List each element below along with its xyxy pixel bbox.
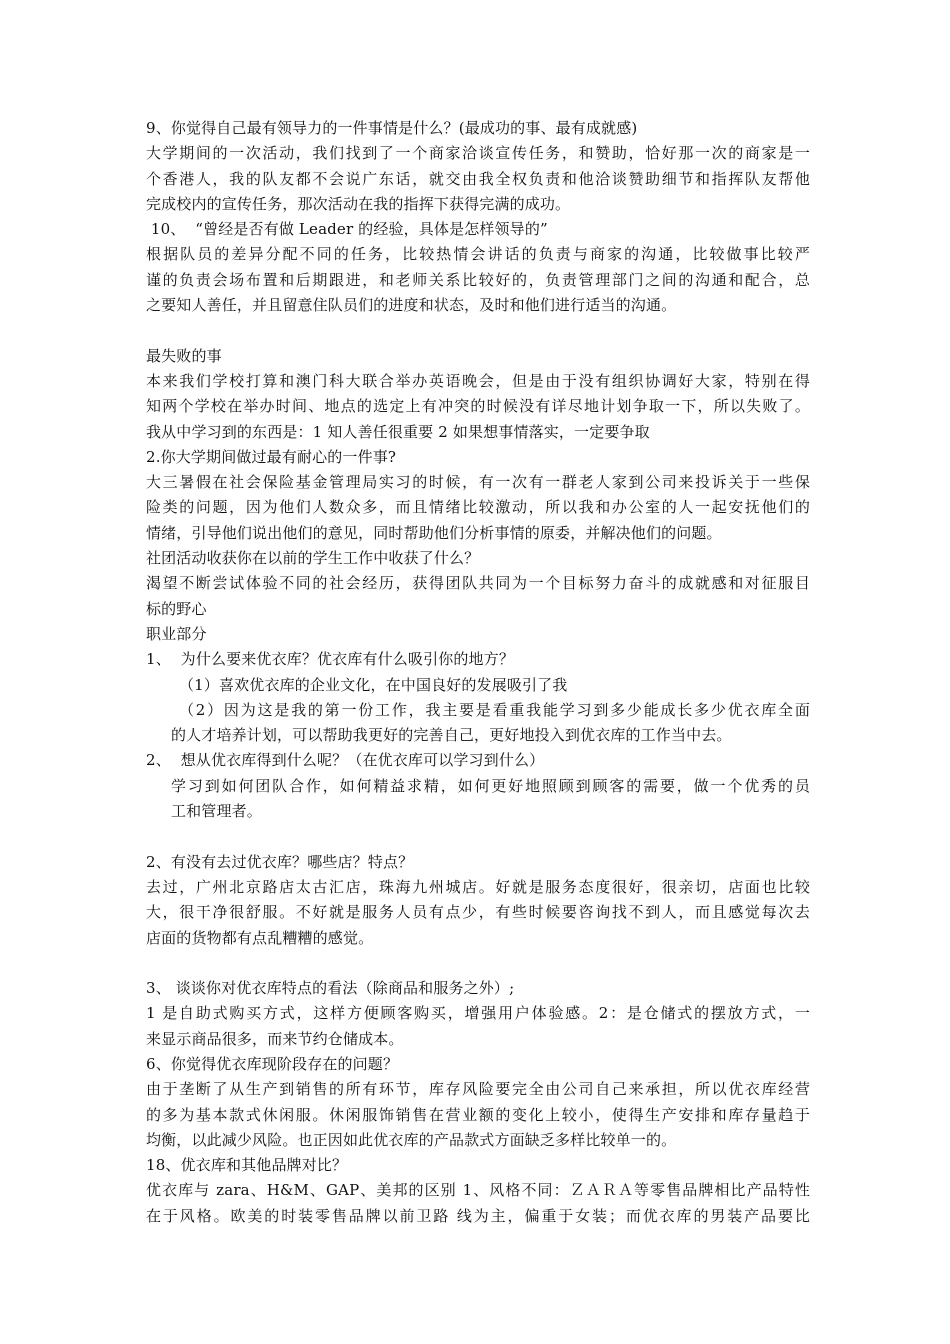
document-page (146, 116, 810, 1229)
text-line: 由于垄断了从生产到销售的所有环节，库存风险要完全由公司自己来承担，所以优衣库经营 (146, 1080, 810, 1099)
text-line: 的多为基本款式休闲服。休闲服饰销售在营业额的变化上较小，使得生产安排和库存量趋于 (146, 1105, 810, 1124)
text-line: 店面的货物都有点乱糟糟的感觉。 (146, 928, 374, 947)
text-line: 在于风格。欧美的时装零售品牌以前卫路 线为主，偏重于女装；而优衣库的男装产品要比 (146, 1206, 810, 1225)
text-line: 大学期间的一次活动，我们找到了一个商家洽谈宣传任务，和赞助，恰好那一次的商家是一 (146, 144, 810, 163)
text-line: 2、 想从优衣库得到什么呢？（在优衣库可以学习到什么） (146, 751, 545, 770)
text-line: 10、 “曾经是否有做 Leader 的经验，具体是怎样领导的” (146, 220, 548, 239)
text-line: 完成校内的宣传任务，那次活动在我的指挥下获得完满的成功。 (146, 194, 571, 213)
text-line: 2、有没有去过优衣库？哪些店？特点？ (146, 852, 414, 871)
text-line: （2）因为这是我的第一份工作，我主要是看重我能学习到多少能成长多少优衣库全面 (179, 700, 810, 719)
text-line: 个香港人，我的队友都不会说广东话，就交由我全权负责和他洽谈赞助细节和指挥队友帮他 (146, 169, 810, 188)
text-line: 3、 谈谈你对优衣库特点的看法（除商品和服务之外）; (146, 979, 515, 998)
text-line: 1 是自助式购买方式，这样方便顾客购买，增强用户体验感。2：是仓储式的摆放方式，一 (146, 1004, 810, 1023)
blank-line (146, 824, 810, 849)
text-line: 最失败的事 (146, 346, 222, 365)
text-line: 18、优衣库和其他品牌对比？ (146, 1156, 348, 1175)
text-line: 学习到如何团队合作，如何精益求精，如何更好地照顾到顾客的需要，做一个优秀的员 (171, 776, 810, 795)
text-line: 1、 为什么要来优衣库？优衣库有什么吸引你的地方？ (146, 650, 514, 669)
text-line: 2.你大学期间做过最有耐心的一件事? (146, 447, 397, 466)
text-line: 情绪，引导他们说出他们的意见，同时帮助他们分析事情的原委，并解决他们的问题。 (146, 523, 722, 542)
text-line: 社团活动收获你在以前的学生工作中收获了什么？ (146, 549, 480, 568)
text-line: 本来我们学校打算和澳门科大联合举办英语晚会，但是由于没有组织协调好大家，特别在得 (146, 371, 810, 390)
text-line: 大三暑假在社会保险基金管理局实习的时候，有一次有一群老人家到公司来投诉关于一些保 (146, 473, 810, 492)
text-line: 工和管理者。 (171, 802, 262, 821)
blank-line (146, 318, 810, 343)
text-line: 6、你觉得优衣库现阶段存在的问题？ (146, 1054, 399, 1073)
text-line: 之要知人善任，并且留意住队员们的进度和状态，及时和他们进行适当的沟通。 (146, 296, 677, 315)
text-line: 根据队员的差异分配不同的任务，比较热情会讲话的负责与商家的沟通，比较做事比较严 (146, 245, 810, 264)
text-line: 渴望不断尝试体验不同的社会经历，获得团队共同为一个目标努力奋斗的成就感和对征服目 (146, 574, 810, 593)
text-line: 去过，广州北京路店太古汇店，珠海九州城店。好就是服务态度很好，很亲切，店面也比较 (146, 877, 810, 896)
text-line: 优衣库与 zara、H&M、GAP、美邦的区别 1、风格不同：ＺＡＲＡ等零售品牌相比产品特性 (146, 1181, 810, 1200)
text-line: 职业部分 (146, 624, 207, 643)
text-line: 来显示商品很多，而来节约仓储成本。 (146, 1029, 404, 1048)
text-line: 标的野心 (146, 599, 207, 618)
text-line: 大，很干净很舒服。不好就是服务人员有点少，有些时候要咨询找不到人，而且感觉每次去 (146, 903, 810, 922)
blank-line (146, 951, 810, 976)
text-line: 均衡，以此减少风险。也正因如此优衣库的产品款式方面缺乏多样比较单一的。 (146, 1130, 677, 1149)
text-line: 知两个学校在举办时间、地点的选定上有冲突的时候没有详尽地计划争取一下，所以失败了。 (146, 397, 810, 416)
text-line: （1）喜欢优衣库的企业文化，在中国良好的发展吸引了我 (179, 675, 568, 694)
text-line: 谨的负责会场布置和后期跟进，和老师关系比较好的，负责管理部门之间的沟通和配合，总 (146, 270, 810, 289)
text-line: 9、你觉得自己最有领导力的一件事情是什么？(最成功的事、最有成就感) (146, 119, 638, 137)
text-line: 我从中学习到的东西是：1 知人善任很重要 2 如果想事情落实，一定要争取 (146, 422, 650, 441)
text-line: 险类的问题，因为他们人数众多，而且情绪比较激动，所以我和办公室的人一起安抚他们的 (146, 498, 810, 517)
text-line: 的人才培养计划，可以帮助我更好的完善自己，更好地投入到优衣库的工作当中去。 (171, 726, 732, 745)
